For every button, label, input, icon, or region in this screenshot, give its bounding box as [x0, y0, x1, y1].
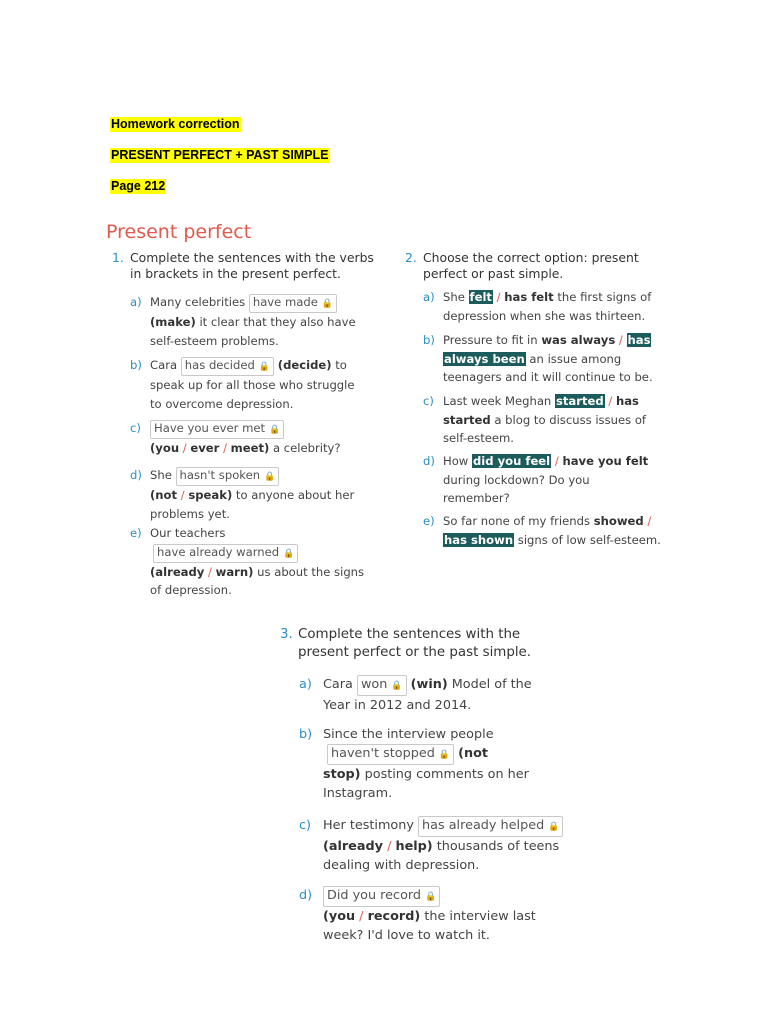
item-letter: b) [299, 727, 313, 742]
exercise-2 [405, 250, 665, 282]
instruction-line: in brackets in the present perfect. [130, 266, 341, 281]
item-letter: b) [130, 358, 142, 372]
selected-option: always been [444, 351, 525, 366]
item-text: Her testimony [323, 818, 414, 833]
lock-icon: 🔒 [321, 299, 334, 309]
item-text: the first signs of [553, 290, 652, 304]
item-text: dealing with depression. [323, 858, 480, 873]
item-text: remember? [443, 491, 510, 505]
verb-hint: (you [150, 441, 180, 455]
ex3-item-d [299, 886, 589, 945]
item-text: Instagram. [323, 786, 393, 801]
item-letter: d) [423, 454, 435, 468]
option: showed [593, 514, 644, 528]
verb-hint: (win) [410, 677, 448, 692]
item-text: She [150, 468, 172, 482]
item-text: thousands of teens [432, 839, 560, 854]
verb-hint: (make) [150, 315, 196, 329]
ex1-item-c [130, 419, 390, 458]
answer-text: Have you ever met [154, 421, 266, 435]
item-letter: a) [130, 295, 142, 309]
instruction-line: present perfect or the past simple. [298, 645, 532, 660]
item-text: self-esteem. [443, 431, 514, 445]
section-title: Present perfect [106, 221, 252, 243]
header-topic: PRESENT PERFECT + PAST SIMPLE [111, 148, 329, 162]
answer-box [181, 357, 274, 376]
item-text: She [443, 290, 469, 304]
ex1-item-e [130, 524, 390, 600]
verb-hint: warn) [215, 564, 254, 579]
option: has [615, 394, 639, 408]
ex1-item-d [130, 466, 390, 523]
answer-box [323, 886, 440, 907]
item-text: Year in 2012 and 2014. [323, 698, 472, 713]
lock-icon: 🔒 [283, 548, 295, 559]
option: was always [541, 333, 616, 347]
item-letter: e) [423, 514, 435, 528]
answer-text: have made [252, 295, 318, 309]
selected-option: felt [469, 290, 492, 304]
lock-icon: 🔒 [258, 362, 271, 372]
item-letter: e) [130, 526, 142, 540]
selected-option: did you feel [472, 454, 551, 468]
ex2-item-b [423, 331, 673, 387]
verb-hint: (decide) [277, 358, 332, 372]
slash: / [208, 564, 212, 579]
option: started [443, 412, 491, 427]
item-text: Since the interview people [323, 727, 494, 742]
verb-hint: (you [323, 909, 356, 924]
verb-hint: (already [150, 564, 205, 579]
answer-box [249, 294, 337, 313]
slash: / [608, 394, 613, 408]
ex2-item-e [423, 512, 683, 549]
item-letter: c) [130, 421, 141, 435]
slash: / [647, 514, 652, 528]
verb-hint: help) [395, 839, 433, 854]
item-text: week? I'd love to watch it. [323, 928, 490, 943]
item-text: of depression. [150, 583, 232, 597]
slash: / [618, 333, 623, 347]
item-text: depression when she was thirteen. [443, 308, 646, 323]
option: have you felt [562, 454, 649, 468]
item-text: us about the signs [253, 564, 365, 579]
ex2-item-d [423, 452, 673, 508]
answer-text: has already helped [422, 818, 545, 833]
item-letter: a) [299, 677, 312, 692]
item-text: to overcome depression. [150, 396, 294, 411]
slash: / [387, 839, 392, 854]
exercise-3 [280, 626, 580, 662]
exercise-2-instruction [405, 250, 665, 282]
item-text: How [443, 454, 472, 468]
instruction-line: Complete the sentences with the [298, 627, 521, 642]
item-text: self-esteem problems. [150, 333, 279, 348]
item-text: speak up for all those who struggle [150, 378, 355, 392]
slash: / [223, 441, 227, 455]
lock-icon: 🔒 [548, 822, 560, 832]
ex3-item-a [299, 675, 589, 715]
item-text: an issue among [525, 351, 622, 366]
item-text: signs of low self-esteem. [514, 532, 661, 547]
ex1-item-a [130, 293, 390, 350]
selected-option: has [627, 333, 651, 347]
item-text: Model of the [447, 677, 532, 692]
answer-box [327, 744, 454, 765]
slash: / [496, 290, 501, 304]
exercise-1-instruction [112, 250, 382, 282]
verb-hint: speak) [188, 488, 233, 502]
verb-hint: (not [150, 488, 178, 502]
verb-hint: record) [367, 909, 421, 924]
slash: / [554, 454, 559, 468]
lock-icon: 🔒 [425, 892, 437, 902]
item-text: So far none of my friends [443, 514, 594, 528]
item-text: Last week Meghan [443, 394, 555, 408]
exercise-number: 2. [405, 250, 417, 265]
item-text: posting comments on her [360, 767, 529, 782]
item-text: the interview last [420, 909, 536, 924]
exercise-1 [112, 250, 382, 282]
instruction-line: Complete the sentences with the verbs [130, 250, 374, 265]
exercise-3-instruction [280, 626, 580, 662]
lock-icon: 🔒 [391, 681, 403, 691]
selected-option: started [555, 394, 604, 408]
lock-icon: 🔒 [269, 425, 281, 435]
answer-box [153, 544, 298, 563]
lock-icon: 🔒 [264, 472, 276, 482]
item-text: Cara [150, 358, 178, 372]
item-text: problems yet. [150, 506, 230, 521]
ex2-item-c [423, 392, 673, 448]
answer-box [176, 467, 280, 486]
instruction-line: Choose the correct option: present [423, 250, 639, 265]
answer-box [418, 816, 563, 837]
ex1-item-b [130, 356, 390, 413]
item-letter: d) [299, 888, 313, 903]
verb-hint: ever [190, 441, 220, 455]
slash: / [182, 441, 187, 455]
item-text: Cara [323, 677, 353, 692]
item-text: teenagers and it will continue to be. [443, 370, 653, 384]
instruction-line: perfect or past simple. [423, 266, 564, 281]
exercise-number: 1. [112, 250, 124, 265]
answer-text: have already warned [157, 544, 280, 559]
header-page: Page 212 [111, 179, 166, 193]
ex2-item-a [423, 288, 673, 325]
item-text: to anyone about her [232, 488, 355, 502]
answer-box [150, 420, 284, 439]
verb-hint: stop) [323, 767, 361, 782]
item-letter: c) [299, 818, 312, 833]
answer-text: Did you record [327, 888, 422, 903]
item-letter: b) [423, 333, 435, 347]
item-letter: d) [130, 468, 142, 482]
item-text: to [331, 358, 347, 372]
item-text: Many celebrities [150, 295, 246, 309]
item-text: it clear that they also have [195, 315, 356, 329]
option: has felt [504, 290, 554, 304]
selected-option: has shown [444, 532, 514, 547]
item-letter: c) [423, 394, 434, 408]
ex3-item-b [299, 725, 589, 803]
answer-text: hasn't spoken [179, 468, 261, 482]
exercise-number: 3. [280, 627, 293, 642]
item-letter: a) [423, 290, 435, 304]
item-text: Our teachers [150, 526, 226, 540]
slash: / [180, 488, 185, 502]
lock-icon: 🔒 [438, 750, 451, 760]
verb-hint: (already [323, 839, 383, 854]
header-homework-correction: Homework correction [111, 117, 240, 131]
item-text: Pressure to fit in [443, 333, 542, 347]
slash: / [359, 909, 364, 924]
verb-hint: (not [458, 746, 489, 761]
answer-text: has decided [184, 358, 255, 372]
answer-box [357, 675, 407, 696]
answer-text: won [360, 677, 388, 692]
ex3-item-c [299, 816, 599, 875]
verb-hint: meet) [230, 441, 270, 455]
item-text: during lockdown? Do you [443, 472, 590, 487]
answer-text: haven't stopped [331, 746, 435, 761]
item-text: a blog to discuss issues of [490, 412, 647, 427]
item-text: a celebrity? [269, 441, 341, 455]
